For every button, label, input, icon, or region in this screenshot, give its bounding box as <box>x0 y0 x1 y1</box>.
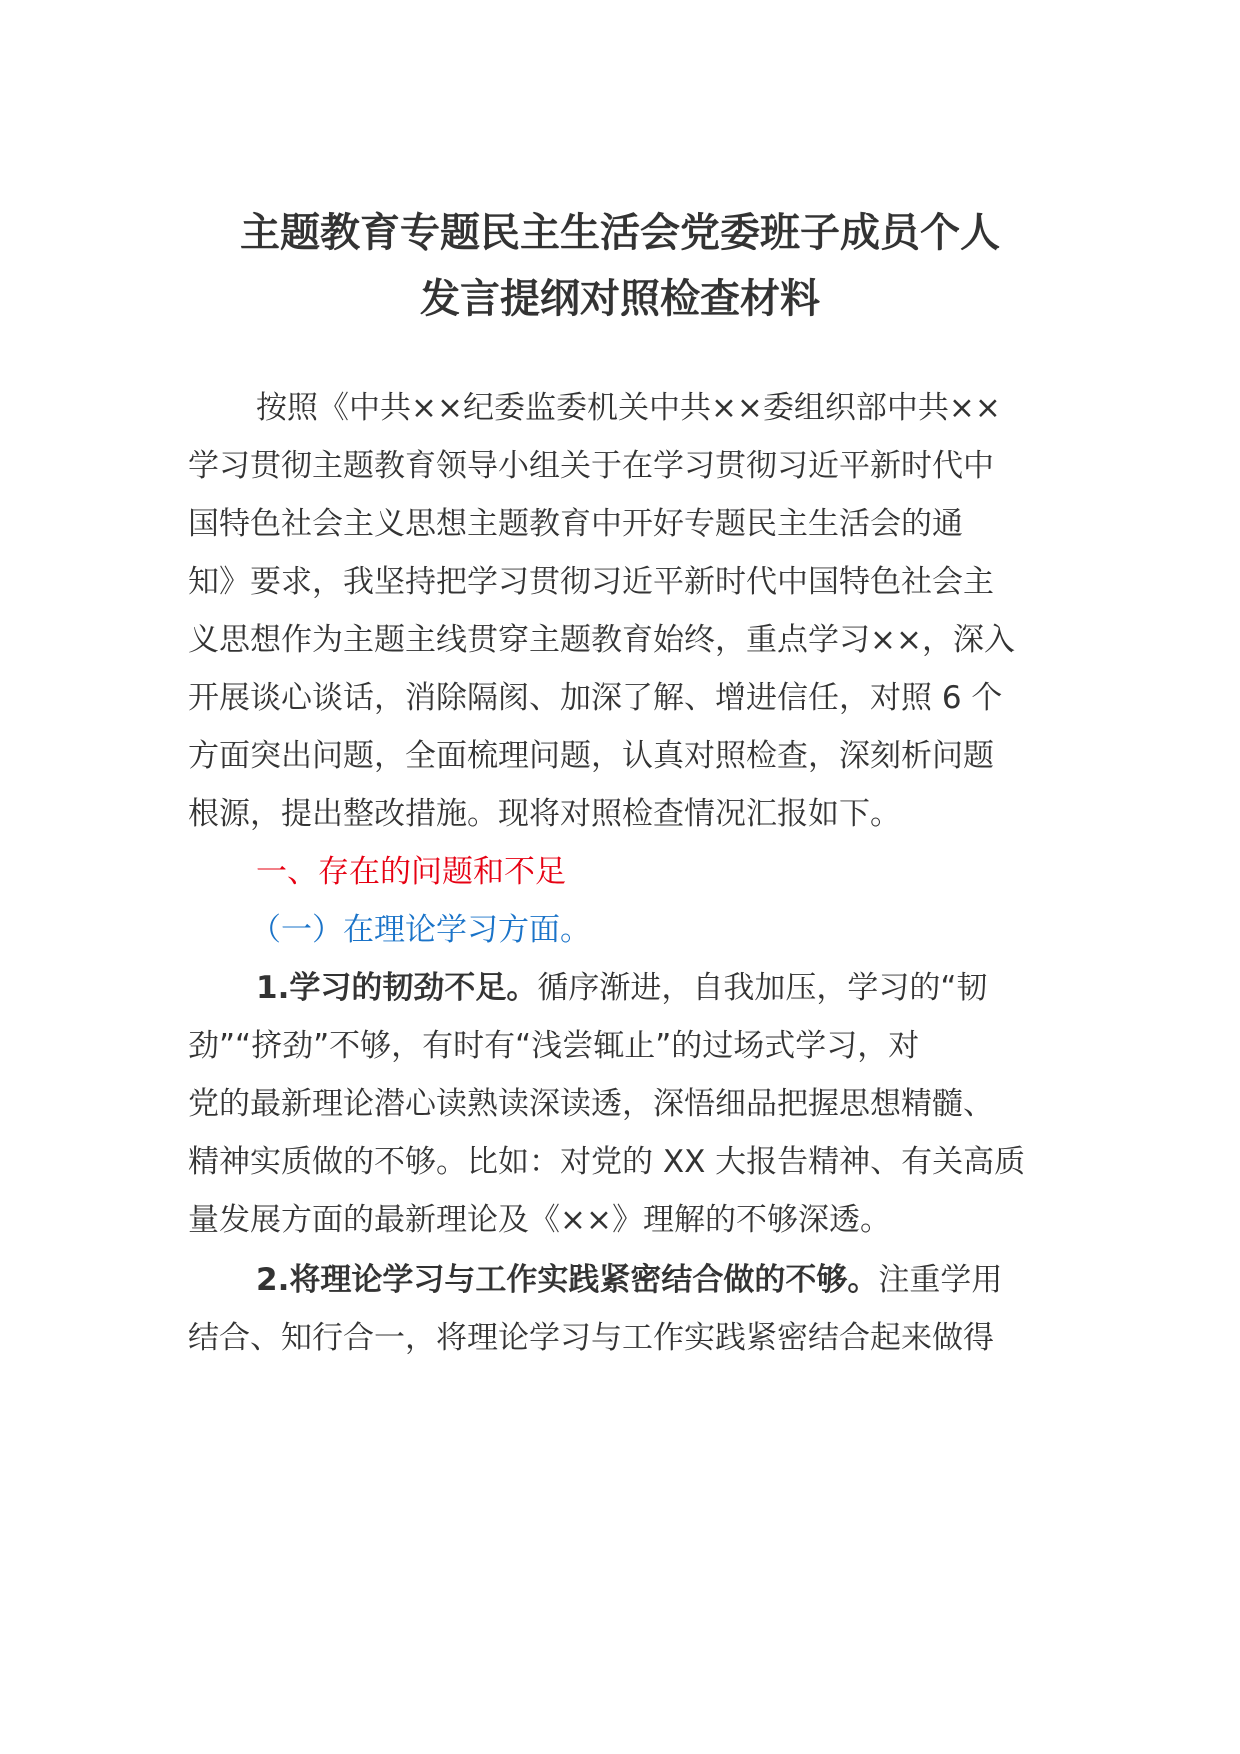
intro-line: 按照《中共××纪委监委机关中共××委组织部中共×× <box>256 390 1001 426</box>
subsection-heading: （一）在理论学习方面。 <box>250 912 591 948</box>
intro-line: 国特色社会主义思想主题教育中开好专题民主生活会的通 <box>188 506 963 542</box>
section-heading: 一、存在的问题和不足 <box>256 854 566 890</box>
item-1-line: 精神实质做的不够。比如：对党的 XX 大报告精神、有关高质 <box>188 1144 1026 1180</box>
item-2-line: 结合、知行合一，将理论学习与工作实践紧密结合起来做得 <box>188 1320 994 1356</box>
item-1-line: 劲”“挤劲”不够，有时有“浅尝辄止”的过场式学习，对 <box>188 1028 920 1064</box>
item-2-lead: 2.将理论学习与工作实践紧密结合做的不够。 <box>256 1262 879 1298</box>
document-title-line-2: 发言提纲对照检查材料 <box>420 276 820 322</box>
item-1-first-line <box>256 956 987 1020</box>
intro-line: 根源，提出整改措施。现将对照检查情况汇报如下。 <box>188 796 901 832</box>
intro-line: 学习贯彻主题教育领导小组关于在学习贯彻习近平新时代中 <box>188 448 994 484</box>
intro-line: 开展谈心谈话，消除隔阂、加深了解、增进信任，对照 6 个 <box>188 680 1003 716</box>
item-1-line: 党的最新理论潜心读熟读深读透，深悟细品把握思想精髓、 <box>188 1086 994 1122</box>
intro-line: 方面突出问题，全面梳理问题，认真对照检查，深刻析问题 <box>188 738 994 774</box>
item-1-line: 量发展方面的最新理论及《××》理解的不够深透。 <box>188 1202 891 1238</box>
intro-line: 知》要求，我坚持把学习贯彻习近平新时代中国特色社会主 <box>188 564 994 600</box>
item-1-lead: 1.学习的韧劲不足。 <box>256 970 538 1006</box>
item-2-text: 注重学用 <box>878 1262 1003 1298</box>
document-title-line-1: 主题教育专题民主生活会党委班子成员个人 <box>240 210 1000 256</box>
intro-line: 义思想作为主题主线贯穿主题教育始终，重点学习××，深入 <box>188 622 1015 658</box>
item-2-first-line <box>256 1248 1002 1312</box>
item-1-text: 循序渐进，自我加压，学习的“韧 <box>537 970 988 1006</box>
